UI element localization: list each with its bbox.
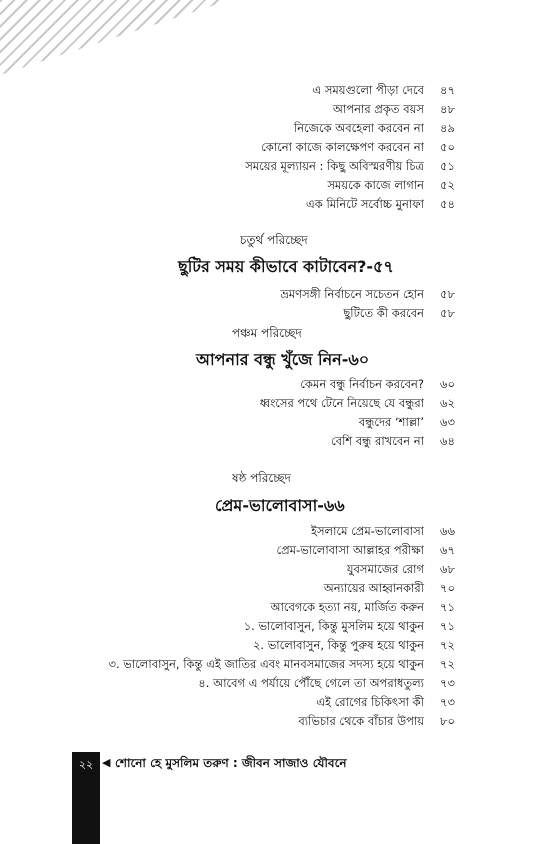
toc-entry[interactable] — [0, 81, 556, 99]
toc-entry[interactable] — [0, 636, 556, 654]
entry-page: ৬০ — [440, 377, 455, 391]
entry-page: ৫০ — [440, 140, 455, 154]
chapter-heading[interactable]: আপনার বন্ধু খুঁজে নিন-৬০ — [196, 350, 370, 369]
toc-entry[interactable] — [0, 304, 556, 322]
toc-entry[interactable] — [0, 285, 556, 303]
entry-page: ৫৮ — [440, 287, 455, 301]
entry-title: ছুটিতে কী করবেন — [343, 306, 424, 320]
entry-title: বন্ধুদের ‘শাল্লা’ — [358, 415, 424, 429]
entry-page: ৭২ — [440, 657, 455, 671]
entry-page: ৬৭ — [440, 543, 455, 557]
entry-title: নিজেকে অবহেলা করবেন না — [293, 121, 424, 135]
entry-title: ভ্রমণসঙ্গী নির্বাচনে সচেতন হোন — [280, 287, 424, 301]
toc-entry[interactable] — [0, 413, 556, 431]
entry-page: ৭১ — [440, 619, 455, 633]
toc-entry[interactable] — [0, 157, 556, 175]
entry-title: আবেগকে হত্যা নয়, মার্জিত করুন — [270, 600, 424, 614]
entry-title: এ সময়গুলো পীড়া দেবে — [312, 83, 424, 97]
entry-title: আপনার প্রকৃত বয়স — [332, 102, 424, 116]
toc-entry[interactable] — [0, 138, 556, 156]
toc-entry[interactable] — [0, 598, 556, 616]
decorative-stripes — [0, 0, 230, 75]
toc-entry[interactable] — [0, 674, 556, 692]
entry-title: কেমন বন্ধু নির্বাচন করবেন? — [300, 377, 424, 391]
entry-title: সময়কে কাজে লাগান — [327, 178, 424, 192]
toc-entry[interactable] — [0, 375, 556, 393]
entry-page: ৭২ — [440, 638, 455, 652]
toc-entry[interactable] — [0, 579, 556, 597]
entry-page: ৭১ — [440, 600, 455, 614]
toc-entry[interactable] — [0, 394, 556, 412]
entry-title: এই রোগের চিকিৎসা কী — [316, 695, 424, 709]
toc-entry[interactable] — [0, 693, 556, 711]
triangle-left-icon: ◀ — [102, 756, 111, 769]
toc-entry[interactable] — [0, 560, 556, 578]
chapter-label: ষষ্ঠ পরিচ্ছেদ — [232, 471, 291, 485]
footer-page-number: ২২ — [78, 758, 94, 771]
entry-title: ইসলামে প্রেম-ভালোবাসা — [310, 524, 424, 538]
toc-entry[interactable] — [0, 119, 556, 137]
toc-entry[interactable] — [0, 100, 556, 118]
entry-title: এক মিনিটে সর্বোচ্চ মুনাফা — [306, 197, 424, 211]
entry-title: যুবসমাজের রোগ — [346, 562, 424, 576]
entry-page: ৪৮ — [440, 102, 455, 116]
chapter-label: চতুর্থ পরিচ্ছেদ — [240, 233, 308, 247]
entry-title: ধ্বংসের পথে টেনে নিয়েছে যে বন্ধুরা — [259, 396, 424, 410]
chapter-heading[interactable]: ছুটির সময় কীভাবে কাটাবেন?-৫৭ — [178, 257, 394, 276]
entry-page: ৭৩ — [440, 695, 455, 709]
entry-title: ১. ভালোবাসুন, কিন্তু মুসলিম হয়ে থাকুন — [243, 619, 424, 633]
entry-title: ৪. আবেগ এ পর্যায়ে পৌঁছে গেলে তা অপরাধতুল্য — [198, 676, 424, 690]
entry-title: সময়ের মূল্যায়ন : কিছু অবিস্মরণীয় চিত্র — [245, 159, 424, 173]
toc-entry[interactable] — [0, 712, 556, 730]
entry-title: ২. ভালোবাসুন, কিন্তু পুরুষ হয়ে থাকুন — [252, 638, 424, 652]
toc-entry[interactable] — [0, 195, 556, 213]
entry-title: প্রেম-ভালোবাসা আল্লাহর পরীক্ষা — [276, 543, 424, 557]
entry-page: ৬২ — [440, 396, 455, 410]
entry-page: ৬৬ — [440, 524, 455, 538]
entry-page: ৭৩ — [440, 676, 455, 690]
entry-page: ৪৯ — [440, 121, 455, 135]
chapter-label: পঞ্চম পরিচ্ছেদ — [232, 326, 302, 340]
entry-page: ৮০ — [440, 714, 455, 728]
chapter-heading[interactable]: প্রেম-ভালোবাসা-৬৬ — [215, 496, 345, 515]
toc-entry[interactable] — [0, 522, 556, 540]
toc-entry[interactable] — [0, 617, 556, 635]
entry-page: ৪৭ — [440, 83, 455, 97]
entry-title: কোনো কাজে কালক্ষেপণ করবেন না — [261, 140, 424, 154]
entry-page: ৫২ — [440, 178, 455, 192]
entry-page: ৫৮ — [440, 306, 455, 320]
entry-page: ৬৮ — [440, 562, 455, 576]
toc-entry[interactable] — [0, 432, 556, 450]
entry-title: ৩. ভালোবাসুন, কিন্তু এই জাতির এবং মানবসমাজের সদস্য হয়ে থাকুন — [108, 657, 424, 671]
entry-page: ৭০ — [440, 581, 455, 595]
entry-title: বেশি বন্ধু রাখবেন না — [331, 434, 424, 448]
entry-page: ৫১ — [440, 159, 455, 173]
entry-page: ৫৪ — [440, 197, 455, 211]
entry-title: ব্যভিচার থেকে বাঁচার উপায় — [298, 714, 424, 728]
entry-title: অন্যায়ের আহ্বানকারী — [323, 581, 424, 595]
toc-entry[interactable] — [0, 541, 556, 559]
toc-entry[interactable] — [0, 176, 556, 194]
entry-page: ৬৩ — [440, 415, 455, 429]
footer-book-title: শোনো হে মুসলিম তরুণ : জীবন সাজাও যৌবনে — [115, 756, 347, 770]
toc-entry[interactable] — [0, 655, 556, 673]
entry-page: ৬৪ — [440, 434, 455, 448]
